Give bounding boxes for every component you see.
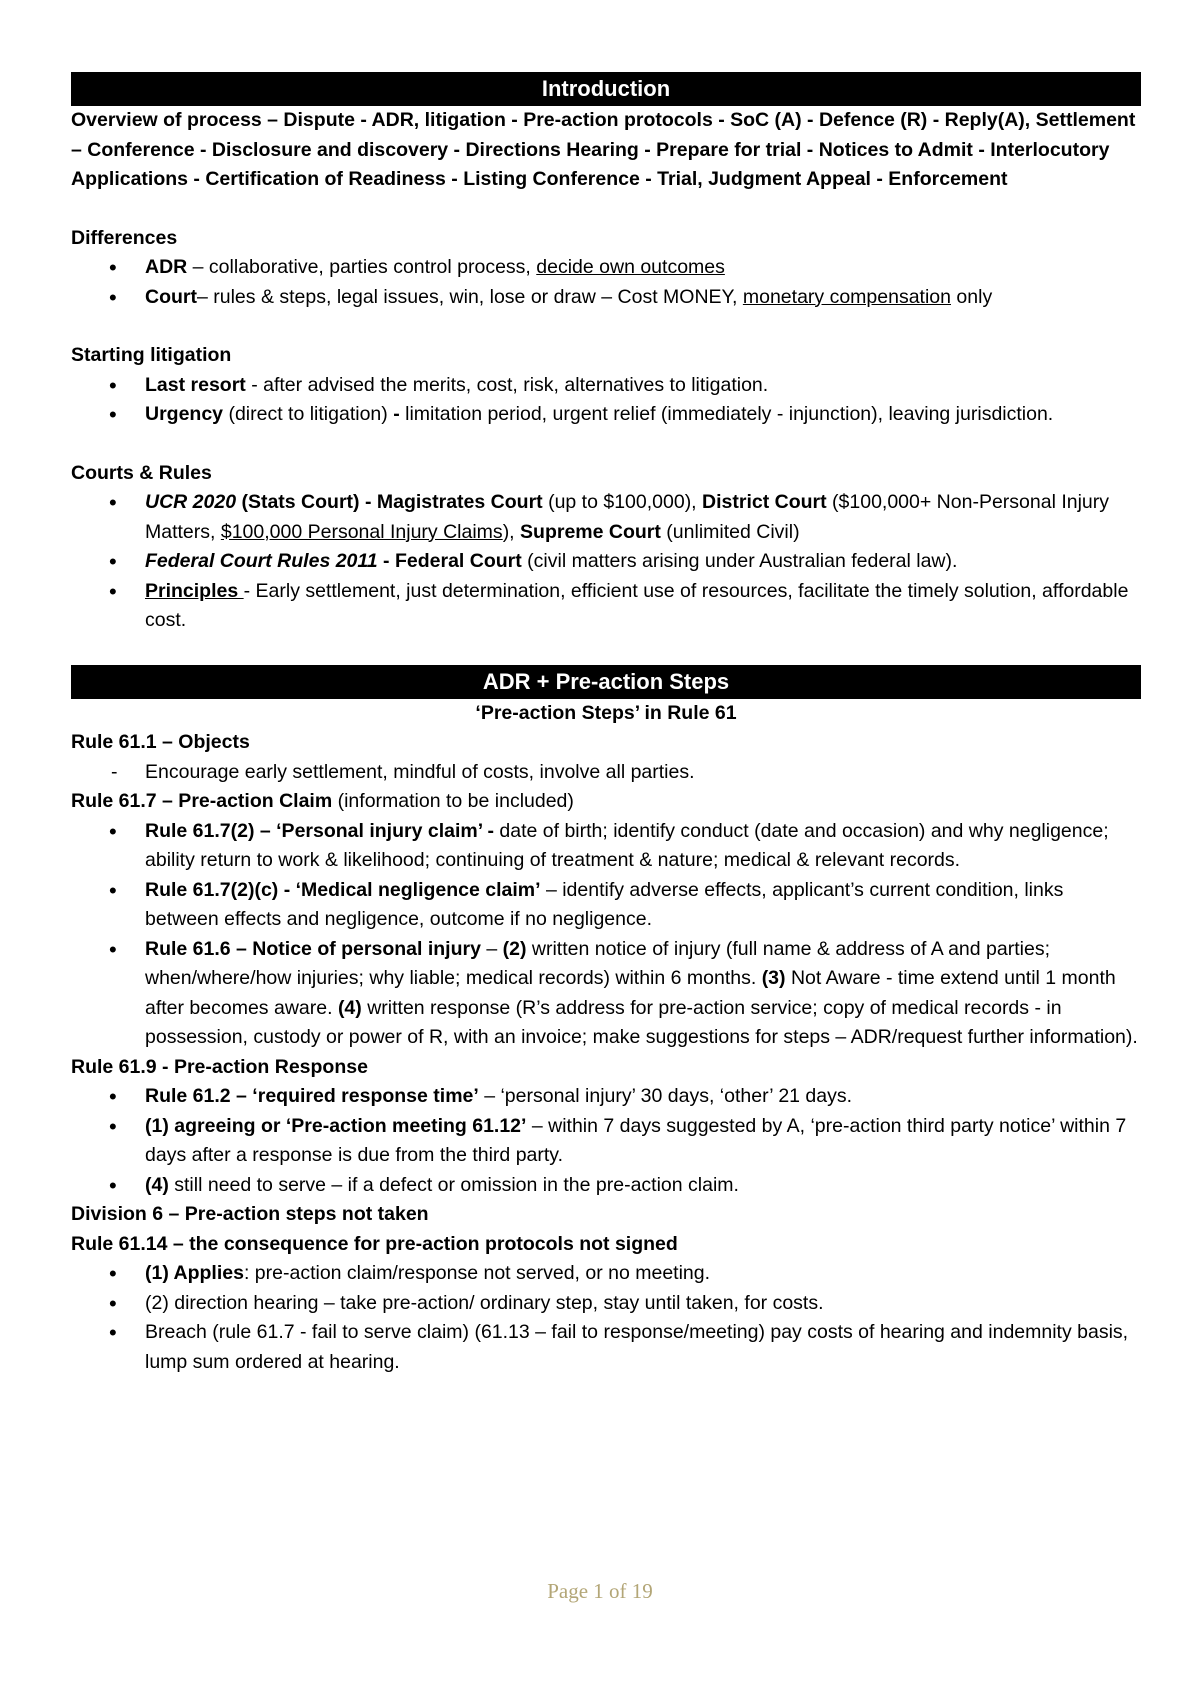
starting-litigation-heading: Starting litigation bbox=[71, 344, 232, 366]
list-item: • (4) still need to serve – if a defect or omission in the pre-action claim. bbox=[71, 1171, 1141, 1201]
list-item: • (1) agreeing or ‘Pre-action meeting 61.12’ – within 7 days suggested by A, ‘pre-action third party notice’ within 7 days after a response is due from the third party. bbox=[71, 1112, 1141, 1171]
section-header-introduction: Introduction bbox=[71, 72, 1141, 106]
section-header-adr: ADR + Pre-action Steps bbox=[71, 665, 1141, 699]
list-item: • (2) direction hearing – take pre-action/ ordinary step, stay until taken, for costs. bbox=[71, 1289, 1141, 1319]
rule-heading: Rule 61.14 – the consequence for pre-action protocols not signed bbox=[71, 1232, 678, 1255]
rule-list bbox=[71, 758, 1141, 788]
rule-list bbox=[71, 817, 1141, 1053]
rule-heading: Rule 61.9 - Pre-action Response bbox=[71, 1055, 368, 1078]
list-item: - Encourage early settlement, mindful of costs, involve all parties. bbox=[71, 758, 1141, 788]
list-item: • Rule 61.7(2) – ‘Personal injury claim’ - date of birth; identify conduct (date and occasion) and why negligence; ability return to work & likelihood; continuing of treatment & nature; medical & relevant records. bbox=[71, 817, 1141, 876]
list-item: • Federal Court Rules 2011 - Federal Court (civil matters arising under Australian federal law). bbox=[71, 547, 1141, 577]
list-item: • (1) Applies: pre-action claim/response not served, or no meeting. bbox=[71, 1259, 1141, 1289]
rule-heading: Rule 61.1 – Objects bbox=[71, 731, 250, 753]
list-item: • Rule 61.6 – Notice of personal injury – (2) written notice of injury (full name & address of A and parties; when/where/how injuries; why liable; medical records) within 6 months. (3) Not Aware - time extend until 1 month after becomes aware. (4) written response (R’s address for pre-action service; copy of medical records - in possession, custody or power of R, with an invoice; make suggestions for steps – ADR/request further information). bbox=[71, 935, 1141, 1053]
list-item: • ADR – collaborative, parties control process, decide own outcomes bbox=[71, 253, 1141, 283]
rule-heading: Rule 61.7 – Pre-action Claim (information to be included) bbox=[71, 790, 574, 812]
page-number: Page 1 of 19 bbox=[547, 1579, 653, 1603]
differences-heading: Differences bbox=[71, 226, 178, 249]
courts-rules-heading: Courts & Rules bbox=[71, 461, 212, 484]
section-subtitle: ‘Pre-action Steps’ in Rule 61 bbox=[475, 701, 737, 724]
list-item: • Last resort - after advised the merits, cost, risk, alternatives to litigation. bbox=[71, 371, 1141, 401]
list-item: • Urgency (direct to litigation) - limitation period, urgent relief (immediately - injunction), leaving jurisdiction. bbox=[71, 400, 1141, 430]
list-item: • UCR 2020 (Stats Court) - Magistrates Court (up to $100,000), District Court ($100,000+ Non-Personal Injury Matters, $100,000 Personal Injury Claims), Supreme Court (unlimited Civil) bbox=[71, 488, 1141, 547]
list-item: • Breach (rule 61.7 - fail to serve claim) (61.13 – fail to response/meeting) pay costs of hearing and indemnity basis, lump sum ordered at hearing. bbox=[71, 1318, 1141, 1377]
rule-list bbox=[71, 1259, 1141, 1377]
document-page bbox=[71, 72, 1141, 1377]
rule-list bbox=[71, 1082, 1141, 1200]
overview-paragraph: Overview of process – Dispute - ADR, litigation - Pre-action protocols - SoC (A) - Defence (R) - Reply(A), Settlement – Conference - Disclosure and discovery - Directions Hearing - Prepare for trial - Notices to Admit - Interlocutory Applications - Certification of Readiness - Listing Conference - Trial, Judgment Appeal - Enforcement bbox=[71, 109, 1136, 190]
courts-list bbox=[71, 488, 1141, 636]
list-item: • Rule 61.7(2)(c) - ‘Medical negligence claim’ – identify adverse effects, applicant’s current condition, links between effects and negligence, outcome if no negligence. bbox=[71, 876, 1141, 935]
starting-list bbox=[71, 371, 1141, 430]
differences-list bbox=[71, 253, 1141, 312]
division-heading: Division 6 – Pre-action steps not taken bbox=[71, 1203, 429, 1225]
list-item: • Rule 61.2 – ‘required response time’ – ‘personal injury’ 30 days, ‘other’ 21 days. bbox=[71, 1082, 1141, 1112]
list-item: • Court– rules & steps, legal issues, win, lose or draw – Cost MONEY, monetary compensation only bbox=[71, 283, 1141, 313]
list-item: • Principles - Early settlement, just determination, efficient use of resources, facilitate the timely solution, affordable cost. bbox=[71, 577, 1141, 636]
